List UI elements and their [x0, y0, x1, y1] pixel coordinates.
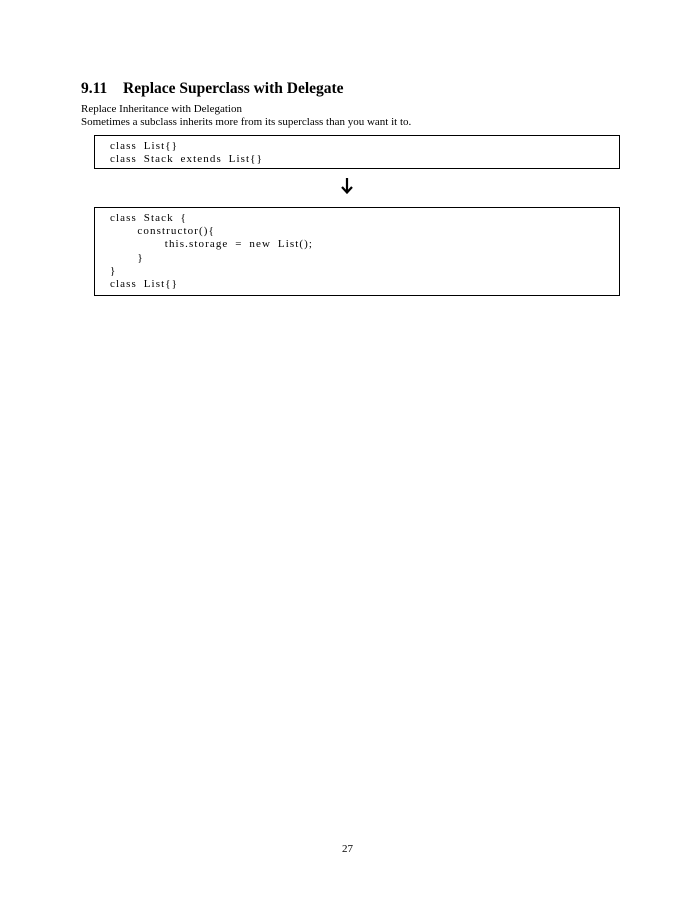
code-line: } [110, 251, 144, 264]
code-after-content [110, 212, 313, 291]
code-line: } [110, 264, 117, 277]
intro-description: Sometimes a subclass inherits more from its superclass than you want it to. [81, 116, 412, 128]
code-before-content [110, 140, 263, 166]
code-line: class Stack { [110, 212, 187, 224]
down-arrow-icon [340, 178, 354, 194]
code-line: class List{} [110, 277, 179, 290]
section-number: 9.11 [81, 80, 108, 97]
code-line: class List{} [110, 140, 179, 152]
code-block-before [94, 135, 620, 169]
code-block-after [94, 207, 620, 296]
page-number: 27 [342, 843, 353, 855]
intro-subtitle: Replace Inheritance with Delegation [81, 103, 242, 115]
intro-text [81, 103, 411, 129]
code-line: constructor(){ [110, 225, 215, 238]
section-heading [81, 80, 344, 98]
code-line: this.storage = new List(); [110, 238, 314, 251]
section-title: Replace Superclass with Delegate [123, 80, 344, 97]
code-line: class Stack extends List{} [110, 153, 263, 166]
